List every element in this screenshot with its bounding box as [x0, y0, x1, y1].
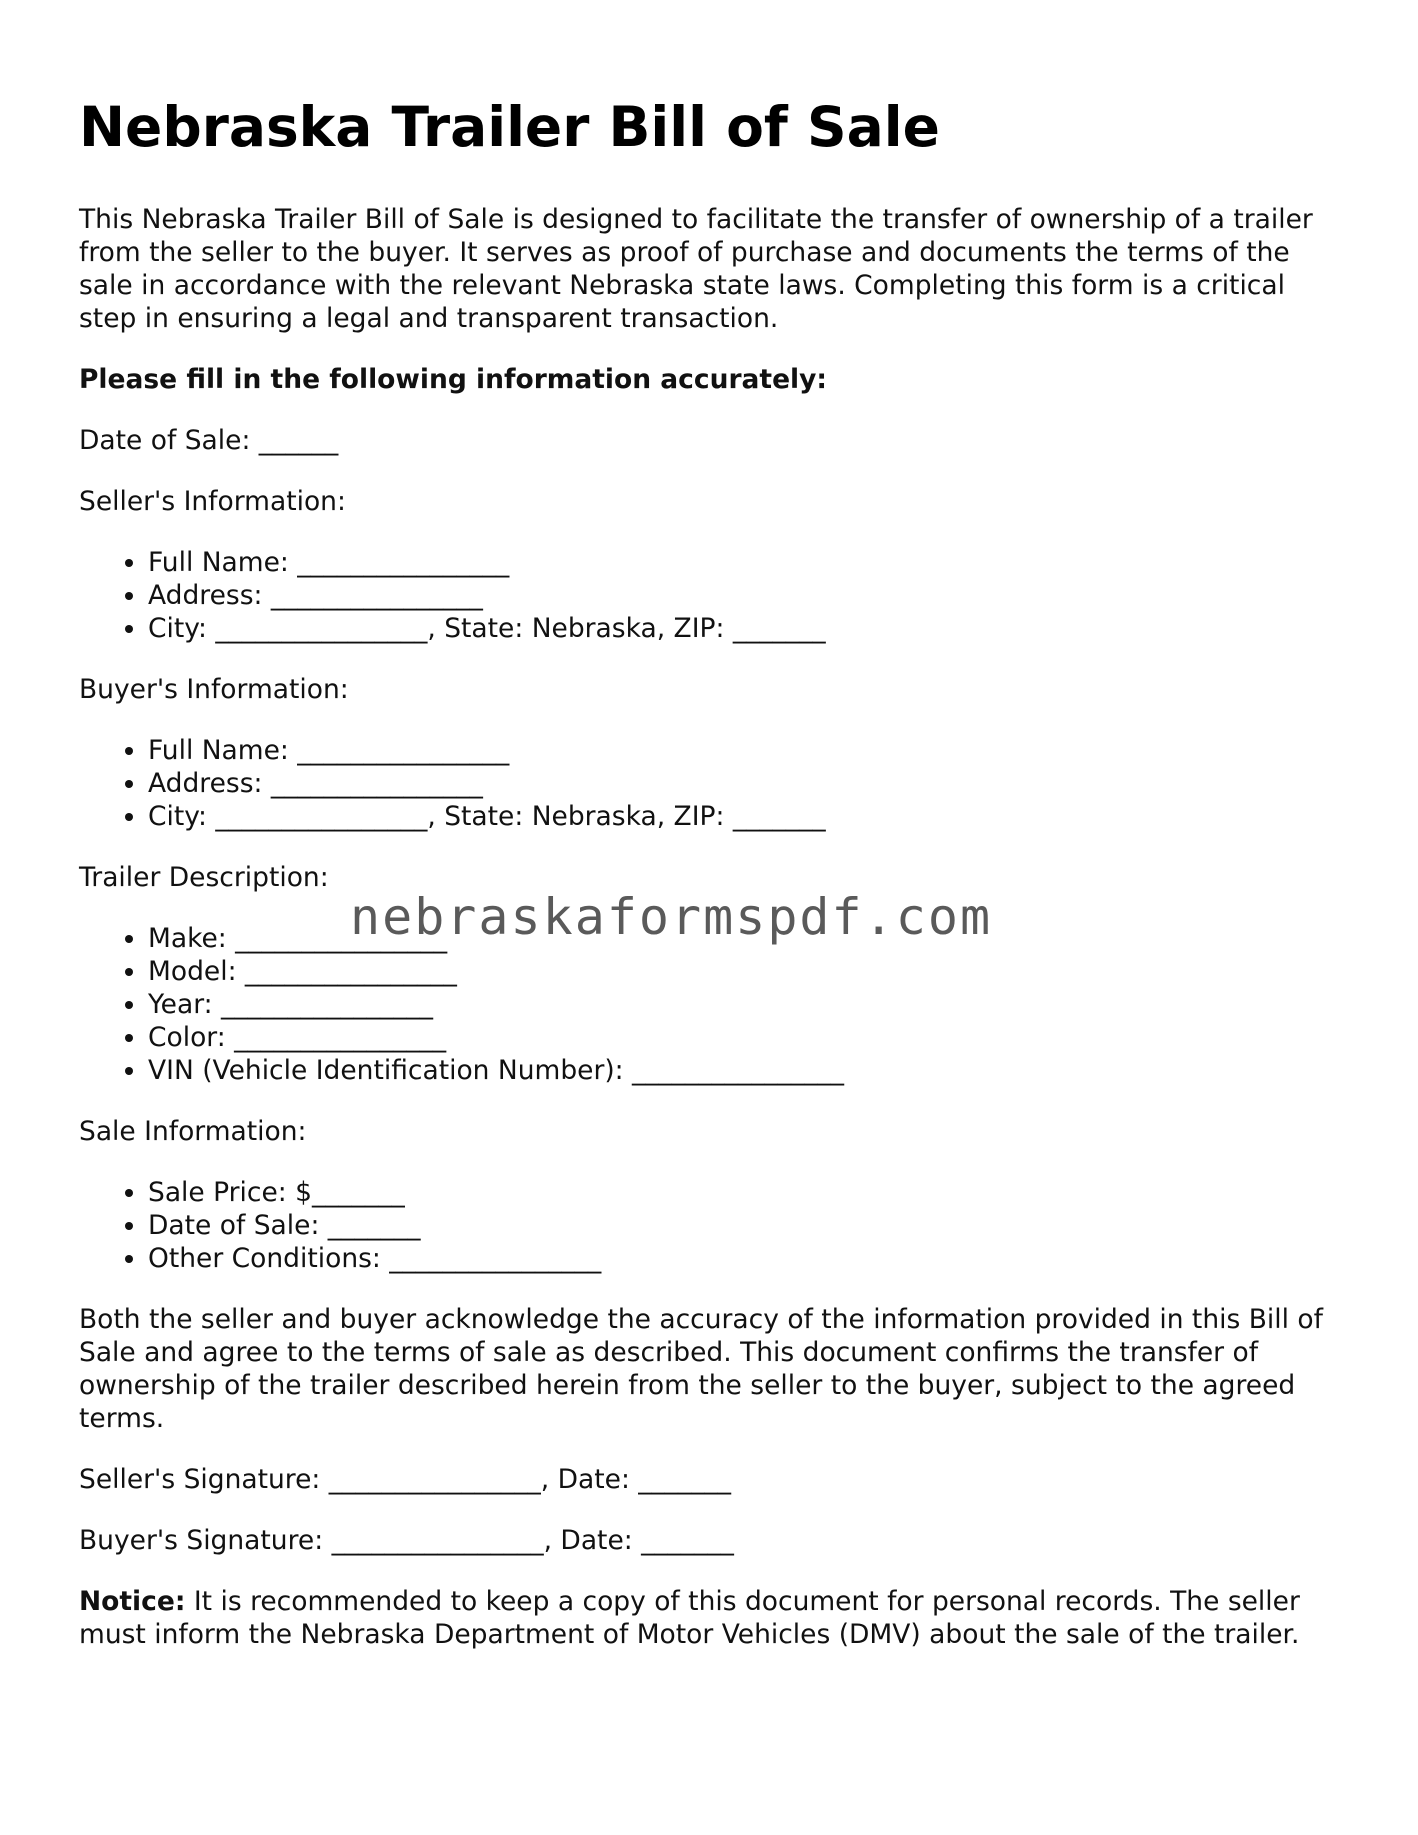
seller-section-label: Seller's Information: [79, 486, 346, 518]
buyer-info-list [79, 734, 1349, 833]
trailer-year-field: • Year: ________________ [148, 988, 1349, 1021]
buyer-address-field: • Address: ________________ [148, 767, 1349, 800]
page-title: Nebraska Trailer Bill of Sale [79, 95, 940, 159]
instruction-heading: Please fill in the following information accurately: [79, 364, 828, 396]
other-conditions-field: • Other Conditions: ________________ [148, 1242, 1349, 1275]
watermark: nebraskaformspdf.com [350, 888, 993, 946]
trailer-make-field: • Make: ________________ [148, 922, 1349, 955]
seller-address-field: • Address: ________________ [148, 579, 1349, 612]
trailer-vin-field: • VIN (Vehicle Identification Number): ________________ [148, 1054, 1349, 1087]
notice-label: Notice: [79, 1586, 186, 1618]
acknowledgement-paragraph: Both the seller and buyer acknowledge the accuracy of the information provided in this Bill of Sale and agree to the terms of sale as described. This document confirms the transfer of ownership of the trailer described herein from the seller to the buyer, subject to the agreed terms. [79, 1304, 1323, 1435]
notice-paragraph [79, 1585, 1349, 1651]
buyer-section-label: Buyer's Information: [79, 674, 349, 706]
trailer-section-label: Trailer Description: [79, 862, 329, 894]
seller-city-state-zip-field: • City: ________________, State: Nebraska, ZIP: _______ [148, 612, 1349, 645]
seller-full-name-field: • Full Name: ________________ [148, 546, 1349, 579]
sale-section-label: Sale Information: [79, 1116, 307, 1148]
seller-info-list [79, 546, 1349, 645]
trailer-info-list [79, 922, 1349, 1087]
trailer-color-field: • Color: ________________ [148, 1021, 1349, 1054]
trailer-model-field: • Model: ________________ [148, 955, 1349, 988]
buyer-signature-line: Buyer's Signature: ________________, Date: _______ [79, 1525, 734, 1557]
buyer-full-name-field: • Full Name: ________________ [148, 734, 1349, 767]
sale-info-list [79, 1176, 1349, 1275]
sale-date-field: • Date of Sale: _______ [148, 1209, 1349, 1242]
notice-text: It is recommended to keep a copy of this document for personal records. The seller must inform the Nebraska Department of Motor Vehicles (DMV) about the sale of the trailer. [79, 1586, 1300, 1651]
buyer-city-state-zip-field: • City: ________________, State: Nebraska, ZIP: _______ [148, 800, 1349, 833]
sale-price-field: • Sale Price: $_______ [148, 1176, 1349, 1209]
date-of-sale-field: Date of Sale: ______ [79, 425, 339, 457]
document-page [79, 96, 1349, 1651]
intro-paragraph: This Nebraska Trailer Bill of Sale is designed to facilitate the transfer of ownership of a trailer from the seller to the buyer. It serves as proof of purchase and documents the terms of the sale in accordance with the relevant Nebraska state laws. Completing this form is a critical step in ensuring a legal and transparent transaction. [79, 204, 1313, 335]
seller-signature-line: Seller's Signature: ________________, Date: _______ [79, 1464, 732, 1496]
